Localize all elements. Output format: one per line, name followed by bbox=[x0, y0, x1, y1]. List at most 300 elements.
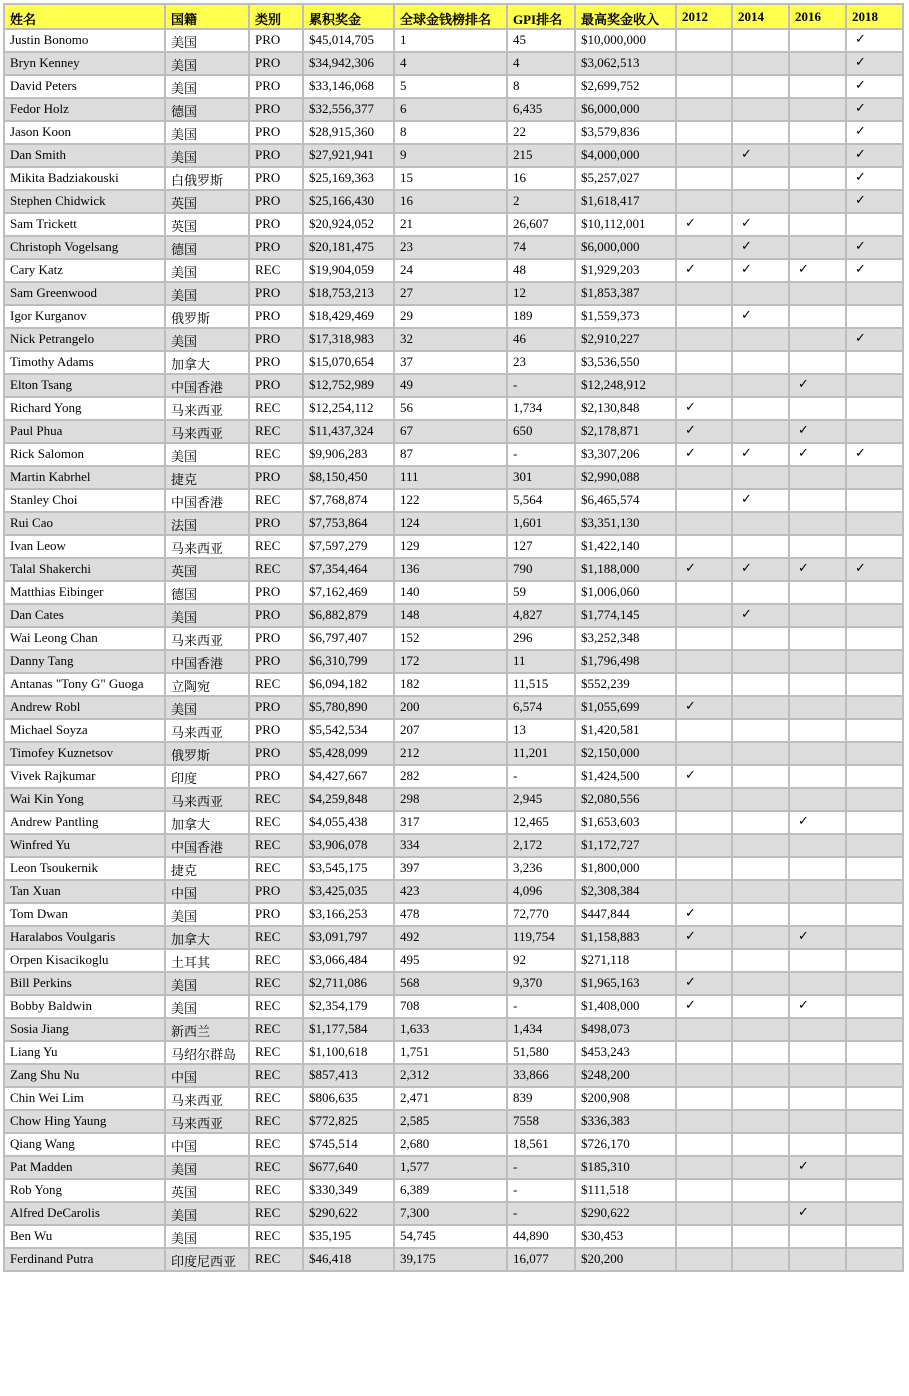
check-cell-year-2018 bbox=[846, 949, 903, 972]
cell-category: REC bbox=[249, 1041, 303, 1064]
check-cell-year-2018 bbox=[846, 1087, 903, 1110]
cell-category: REC bbox=[249, 995, 303, 1018]
check-cell-year-2018 bbox=[846, 374, 903, 397]
cell-category: REC bbox=[249, 1225, 303, 1248]
cell-name: Mikita Badziakouski bbox=[4, 167, 165, 190]
check-cell-year-2014 bbox=[732, 742, 789, 765]
cell-top-prize: $1,424,500 bbox=[575, 765, 676, 788]
cell-nationality: 马来西亚 bbox=[165, 788, 249, 811]
cell-gpi-rank: - bbox=[507, 995, 575, 1018]
check-cell-year-2018 bbox=[846, 1133, 903, 1156]
check-cell-year-2016: ✓ bbox=[789, 558, 846, 581]
cell-category: REC bbox=[249, 1064, 303, 1087]
cell-gpi-rank: 48 bbox=[507, 259, 575, 282]
cell-total-earnings: $677,640 bbox=[303, 1156, 394, 1179]
check-cell-year-2014 bbox=[732, 627, 789, 650]
cell-total-earnings: $2,711,086 bbox=[303, 972, 394, 995]
table-row bbox=[4, 995, 903, 1018]
check-cell-year-2012 bbox=[676, 857, 732, 880]
cell-nationality: 美国 bbox=[165, 144, 249, 167]
cell-total-earnings: $4,259,848 bbox=[303, 788, 394, 811]
check-cell-year-2012 bbox=[676, 52, 732, 75]
cell-name: Rick Salomon bbox=[4, 443, 165, 466]
table-row bbox=[4, 788, 903, 811]
cell-category: REC bbox=[249, 949, 303, 972]
cell-gpi-rank: 839 bbox=[507, 1087, 575, 1110]
cell-top-prize: $3,252,348 bbox=[575, 627, 676, 650]
cell-gpi-rank: 51,580 bbox=[507, 1041, 575, 1064]
cell-gpi-rank: - bbox=[507, 1156, 575, 1179]
cell-nationality: 美国 bbox=[165, 696, 249, 719]
cell-gpi-rank: 44,890 bbox=[507, 1225, 575, 1248]
check-cell-year-2016 bbox=[789, 190, 846, 213]
check-cell-year-2016 bbox=[789, 75, 846, 98]
table-row bbox=[4, 535, 903, 558]
table-row bbox=[4, 259, 903, 282]
check-cell-year-2012 bbox=[676, 512, 732, 535]
check-cell-year-2016 bbox=[789, 880, 846, 903]
cell-top-prize: $498,073 bbox=[575, 1018, 676, 1041]
cell-nationality: 美国 bbox=[165, 604, 249, 627]
cell-name: Justin Bonomo bbox=[4, 29, 165, 52]
cell-top-prize: $1,965,163 bbox=[575, 972, 676, 995]
cell-name: Ivan Leow bbox=[4, 535, 165, 558]
check-cell-year-2014 bbox=[732, 857, 789, 880]
check-cell-year-2014 bbox=[732, 1133, 789, 1156]
check-cell-year-2018: ✓ bbox=[846, 144, 903, 167]
check-cell-year-2016 bbox=[789, 949, 846, 972]
cell-category: PRO bbox=[249, 282, 303, 305]
check-cell-year-2014 bbox=[732, 167, 789, 190]
check-cell-year-2018: ✓ bbox=[846, 558, 903, 581]
table-row bbox=[4, 351, 903, 374]
cell-category: PRO bbox=[249, 144, 303, 167]
cell-nationality: 马来西亚 bbox=[165, 627, 249, 650]
cell-top-prize: $2,150,000 bbox=[575, 742, 676, 765]
check-cell-year-2014 bbox=[732, 512, 789, 535]
cell-total-earnings: $3,425,035 bbox=[303, 880, 394, 903]
table-row bbox=[4, 1064, 903, 1087]
cell-category: PRO bbox=[249, 581, 303, 604]
table-row bbox=[4, 1133, 903, 1156]
cell-total-earnings: $12,254,112 bbox=[303, 397, 394, 420]
table-row bbox=[4, 167, 903, 190]
check-cell-year-2012: ✓ bbox=[676, 926, 732, 949]
cell-total-earnings: $806,635 bbox=[303, 1087, 394, 1110]
check-cell-year-2012 bbox=[676, 673, 732, 696]
cell-gpi-rank: 189 bbox=[507, 305, 575, 328]
cell-nationality: 中国香港 bbox=[165, 489, 249, 512]
cell-global-rank: 111 bbox=[394, 466, 507, 489]
check-cell-year-2016 bbox=[789, 1225, 846, 1248]
check-cell-year-2018 bbox=[846, 1041, 903, 1064]
cell-gpi-rank: 2 bbox=[507, 190, 575, 213]
table-row bbox=[4, 328, 903, 351]
check-cell-year-2014 bbox=[732, 1087, 789, 1110]
check-cell-year-2012: ✓ bbox=[676, 259, 732, 282]
cell-total-earnings: $6,094,182 bbox=[303, 673, 394, 696]
cell-top-prize: $552,239 bbox=[575, 673, 676, 696]
check-cell-year-2012 bbox=[676, 742, 732, 765]
cell-gpi-rank: 11,201 bbox=[507, 742, 575, 765]
cell-global-rank: 124 bbox=[394, 512, 507, 535]
check-cell-year-2014 bbox=[732, 190, 789, 213]
cell-category: PRO bbox=[249, 167, 303, 190]
check-cell-year-2018 bbox=[846, 489, 903, 512]
table-row bbox=[4, 443, 903, 466]
check-cell-year-2018: ✓ bbox=[846, 259, 903, 282]
cell-name: Matthias Eibinger bbox=[4, 581, 165, 604]
cell-gpi-rank: 2,945 bbox=[507, 788, 575, 811]
cell-top-prize: $336,383 bbox=[575, 1110, 676, 1133]
cell-top-prize: $3,062,513 bbox=[575, 52, 676, 75]
header-top-prize: 最高奖金收入 bbox=[575, 4, 676, 29]
table-row bbox=[4, 903, 903, 926]
cell-name: Jason Koon bbox=[4, 121, 165, 144]
check-cell-year-2014: ✓ bbox=[732, 443, 789, 466]
cell-global-rank: 15 bbox=[394, 167, 507, 190]
cell-global-rank: 182 bbox=[394, 673, 507, 696]
check-cell-year-2018: ✓ bbox=[846, 75, 903, 98]
cell-gpi-rank: 92 bbox=[507, 949, 575, 972]
cell-nationality: 马来西亚 bbox=[165, 397, 249, 420]
cell-category: REC bbox=[249, 1133, 303, 1156]
cell-total-earnings: $772,825 bbox=[303, 1110, 394, 1133]
check-cell-year-2016 bbox=[789, 144, 846, 167]
cell-total-earnings: $330,349 bbox=[303, 1179, 394, 1202]
cell-nationality: 美国 bbox=[165, 1225, 249, 1248]
cell-top-prize: $2,699,752 bbox=[575, 75, 676, 98]
check-cell-year-2014 bbox=[732, 98, 789, 121]
check-cell-year-2012 bbox=[676, 328, 732, 351]
cell-category: PRO bbox=[249, 29, 303, 52]
cell-name: Zang Shu Nu bbox=[4, 1064, 165, 1087]
cell-global-rank: 334 bbox=[394, 834, 507, 857]
cell-name: Alfred DeCarolis bbox=[4, 1202, 165, 1225]
table-header bbox=[4, 4, 903, 29]
cell-name: Michael Soyza bbox=[4, 719, 165, 742]
check-cell-year-2014 bbox=[732, 420, 789, 443]
table-row bbox=[4, 627, 903, 650]
cell-nationality: 英国 bbox=[165, 213, 249, 236]
check-cell-year-2018 bbox=[846, 397, 903, 420]
check-cell-year-2012 bbox=[676, 1248, 732, 1271]
cell-total-earnings: $6,882,879 bbox=[303, 604, 394, 627]
table-row bbox=[4, 926, 903, 949]
cell-name: Sosia Jiang bbox=[4, 1018, 165, 1041]
check-cell-year-2012: ✓ bbox=[676, 558, 732, 581]
check-cell-year-2012 bbox=[676, 282, 732, 305]
cell-category: PRO bbox=[249, 765, 303, 788]
cell-name: Dan Cates bbox=[4, 604, 165, 627]
check-cell-year-2016 bbox=[789, 673, 846, 696]
cell-gpi-rank: 4,096 bbox=[507, 880, 575, 903]
check-cell-year-2014 bbox=[732, 397, 789, 420]
check-cell-year-2018: ✓ bbox=[846, 190, 903, 213]
check-cell-year-2014 bbox=[732, 351, 789, 374]
check-cell-year-2018 bbox=[846, 1018, 903, 1041]
cell-name: Antanas "Tony G" Guoga bbox=[4, 673, 165, 696]
cell-gpi-rank: 301 bbox=[507, 466, 575, 489]
check-cell-year-2018: ✓ bbox=[846, 443, 903, 466]
cell-gpi-rank: 23 bbox=[507, 351, 575, 374]
cell-category: REC bbox=[249, 1202, 303, 1225]
table-row bbox=[4, 121, 903, 144]
check-cell-year-2018 bbox=[846, 305, 903, 328]
cell-total-earnings: $34,942,306 bbox=[303, 52, 394, 75]
check-cell-year-2014: ✓ bbox=[732, 489, 789, 512]
cell-category: PRO bbox=[249, 75, 303, 98]
table-row bbox=[4, 765, 903, 788]
cell-category: PRO bbox=[249, 604, 303, 627]
check-cell-year-2014 bbox=[732, 1202, 789, 1225]
table-row bbox=[4, 696, 903, 719]
cell-global-rank: 23 bbox=[394, 236, 507, 259]
check-cell-year-2012 bbox=[676, 466, 732, 489]
cell-name: Elton Tsang bbox=[4, 374, 165, 397]
table-row bbox=[4, 742, 903, 765]
cell-top-prize: $1,408,000 bbox=[575, 995, 676, 1018]
check-cell-year-2014 bbox=[732, 581, 789, 604]
check-cell-year-2018 bbox=[846, 696, 903, 719]
cell-global-rank: 6 bbox=[394, 98, 507, 121]
cell-global-rank: 317 bbox=[394, 811, 507, 834]
check-cell-year-2016: ✓ bbox=[789, 1156, 846, 1179]
cell-category: REC bbox=[249, 397, 303, 420]
cell-total-earnings: $3,545,175 bbox=[303, 857, 394, 880]
cell-global-rank: 708 bbox=[394, 995, 507, 1018]
table-row bbox=[4, 1202, 903, 1225]
table-row bbox=[4, 581, 903, 604]
check-cell-year-2014 bbox=[732, 52, 789, 75]
check-cell-year-2012 bbox=[676, 535, 732, 558]
cell-name: Tom Dwan bbox=[4, 903, 165, 926]
check-cell-year-2012 bbox=[676, 374, 732, 397]
cell-category: REC bbox=[249, 535, 303, 558]
table-row bbox=[4, 1156, 903, 1179]
check-cell-year-2018 bbox=[846, 604, 903, 627]
cell-top-prize: $30,453 bbox=[575, 1225, 676, 1248]
cell-name: Nick Petrangelo bbox=[4, 328, 165, 351]
cell-top-prize: $3,536,550 bbox=[575, 351, 676, 374]
cell-top-prize: $290,622 bbox=[575, 1202, 676, 1225]
cell-nationality: 中国 bbox=[165, 1133, 249, 1156]
cell-category: REC bbox=[249, 1018, 303, 1041]
cell-global-rank: 136 bbox=[394, 558, 507, 581]
cell-name: Wai Kin Yong bbox=[4, 788, 165, 811]
cell-nationality: 中国香港 bbox=[165, 374, 249, 397]
check-cell-year-2014 bbox=[732, 834, 789, 857]
cell-top-prize: $1,006,060 bbox=[575, 581, 676, 604]
cell-nationality: 德国 bbox=[165, 98, 249, 121]
check-cell-year-2016 bbox=[789, 1018, 846, 1041]
cell-name: Pat Madden bbox=[4, 1156, 165, 1179]
table-row bbox=[4, 236, 903, 259]
cell-nationality: 立陶宛 bbox=[165, 673, 249, 696]
cell-category: PRO bbox=[249, 351, 303, 374]
check-cell-year-2014 bbox=[732, 765, 789, 788]
cell-gpi-rank: 59 bbox=[507, 581, 575, 604]
check-cell-year-2014 bbox=[732, 121, 789, 144]
header-year-2016: 2016 bbox=[789, 4, 846, 29]
cell-total-earnings: $18,753,213 bbox=[303, 282, 394, 305]
check-cell-year-2016 bbox=[789, 466, 846, 489]
cell-global-rank: 2,312 bbox=[394, 1064, 507, 1087]
check-cell-year-2016 bbox=[789, 696, 846, 719]
cell-nationality: 中国香港 bbox=[165, 650, 249, 673]
cell-global-rank: 2,680 bbox=[394, 1133, 507, 1156]
check-cell-year-2018 bbox=[846, 1225, 903, 1248]
table-row bbox=[4, 673, 903, 696]
cell-total-earnings: $6,797,407 bbox=[303, 627, 394, 650]
check-cell-year-2014 bbox=[732, 1248, 789, 1271]
cell-nationality: 俄罗斯 bbox=[165, 742, 249, 765]
check-cell-year-2016 bbox=[789, 1064, 846, 1087]
cell-global-rank: 8 bbox=[394, 121, 507, 144]
cell-category: REC bbox=[249, 673, 303, 696]
cell-total-earnings: $1,100,618 bbox=[303, 1041, 394, 1064]
cell-top-prize: $3,351,130 bbox=[575, 512, 676, 535]
cell-top-prize: $6,000,000 bbox=[575, 98, 676, 121]
cell-name: Stephen Chidwick bbox=[4, 190, 165, 213]
cell-gpi-rank: 16,077 bbox=[507, 1248, 575, 1271]
cell-global-rank: 200 bbox=[394, 696, 507, 719]
cell-gpi-rank: 650 bbox=[507, 420, 575, 443]
cell-nationality: 捷克 bbox=[165, 466, 249, 489]
check-cell-year-2016 bbox=[789, 604, 846, 627]
cell-gpi-rank: - bbox=[507, 1202, 575, 1225]
check-cell-year-2018 bbox=[846, 857, 903, 880]
check-cell-year-2016: ✓ bbox=[789, 259, 846, 282]
cell-total-earnings: $6,310,799 bbox=[303, 650, 394, 673]
cell-name: Fedor Holz bbox=[4, 98, 165, 121]
check-cell-year-2018 bbox=[846, 1110, 903, 1133]
cell-total-earnings: $33,146,068 bbox=[303, 75, 394, 98]
check-cell-year-2018 bbox=[846, 1064, 903, 1087]
cell-gpi-rank: 7558 bbox=[507, 1110, 575, 1133]
check-cell-year-2012 bbox=[676, 305, 732, 328]
cell-gpi-rank: 12,465 bbox=[507, 811, 575, 834]
table-row bbox=[4, 374, 903, 397]
cell-global-rank: 21 bbox=[394, 213, 507, 236]
cell-global-rank: 129 bbox=[394, 535, 507, 558]
check-cell-year-2016 bbox=[789, 213, 846, 236]
cell-gpi-rank: 9,370 bbox=[507, 972, 575, 995]
cell-top-prize: $4,000,000 bbox=[575, 144, 676, 167]
check-cell-year-2016: ✓ bbox=[789, 420, 846, 443]
cell-name: Qiang Wang bbox=[4, 1133, 165, 1156]
cell-name: Winfred Yu bbox=[4, 834, 165, 857]
check-cell-year-2016 bbox=[789, 351, 846, 374]
header-gpi-rank: GPI排名 bbox=[507, 4, 575, 29]
check-cell-year-2014 bbox=[732, 466, 789, 489]
cell-top-prize: $111,518 bbox=[575, 1179, 676, 1202]
cell-gpi-rank: 2,172 bbox=[507, 834, 575, 857]
cell-gpi-rank: 1,434 bbox=[507, 1018, 575, 1041]
check-cell-year-2018 bbox=[846, 213, 903, 236]
table-row bbox=[4, 1110, 903, 1133]
cell-category: PRO bbox=[249, 328, 303, 351]
check-cell-year-2018 bbox=[846, 788, 903, 811]
cell-gpi-rank: 6,574 bbox=[507, 696, 575, 719]
table-row bbox=[4, 1179, 903, 1202]
cell-top-prize: $1,422,140 bbox=[575, 535, 676, 558]
check-cell-year-2016 bbox=[789, 328, 846, 351]
cell-global-rank: 1,751 bbox=[394, 1041, 507, 1064]
cell-global-rank: 568 bbox=[394, 972, 507, 995]
check-cell-year-2012 bbox=[676, 1156, 732, 1179]
cell-category: REC bbox=[249, 857, 303, 880]
cell-top-prize: $3,579,836 bbox=[575, 121, 676, 144]
header-year-2014: 2014 bbox=[732, 4, 789, 29]
cell-top-prize: $1,929,203 bbox=[575, 259, 676, 282]
cell-nationality: 美国 bbox=[165, 903, 249, 926]
table-row bbox=[4, 397, 903, 420]
cell-nationality: 美国 bbox=[165, 1156, 249, 1179]
cell-nationality: 美国 bbox=[165, 259, 249, 282]
cell-top-prize: $200,908 bbox=[575, 1087, 676, 1110]
check-cell-year-2012 bbox=[676, 167, 732, 190]
check-cell-year-2018 bbox=[846, 627, 903, 650]
check-cell-year-2012: ✓ bbox=[676, 213, 732, 236]
cell-name: Paul Phua bbox=[4, 420, 165, 443]
check-cell-year-2014 bbox=[732, 1156, 789, 1179]
check-cell-year-2018 bbox=[846, 926, 903, 949]
check-cell-year-2014 bbox=[732, 1041, 789, 1064]
cell-gpi-rank: - bbox=[507, 1179, 575, 1202]
table-row bbox=[4, 1041, 903, 1064]
check-cell-year-2018 bbox=[846, 420, 903, 443]
cell-gpi-rank: 1,734 bbox=[507, 397, 575, 420]
cell-name: Tan Xuan bbox=[4, 880, 165, 903]
cell-global-rank: 282 bbox=[394, 765, 507, 788]
cell-top-prize: $10,112,001 bbox=[575, 213, 676, 236]
cell-global-rank: 49 bbox=[394, 374, 507, 397]
cell-global-rank: 148 bbox=[394, 604, 507, 627]
check-cell-year-2018 bbox=[846, 673, 903, 696]
cell-category: PRO bbox=[249, 190, 303, 213]
check-cell-year-2014: ✓ bbox=[732, 558, 789, 581]
check-cell-year-2014 bbox=[732, 535, 789, 558]
cell-gpi-rank: 4 bbox=[507, 52, 575, 75]
cell-global-rank: 478 bbox=[394, 903, 507, 926]
check-cell-year-2016 bbox=[789, 650, 846, 673]
cell-gpi-rank: 74 bbox=[507, 236, 575, 259]
cell-gpi-rank: 8 bbox=[507, 75, 575, 98]
check-cell-year-2018 bbox=[846, 351, 903, 374]
cell-nationality: 中国香港 bbox=[165, 834, 249, 857]
check-cell-year-2014 bbox=[732, 880, 789, 903]
table-row bbox=[4, 719, 903, 742]
check-cell-year-2012 bbox=[676, 880, 732, 903]
cell-name: Christoph Vogelsang bbox=[4, 236, 165, 259]
cell-nationality: 加拿大 bbox=[165, 811, 249, 834]
cell-top-prize: $6,465,574 bbox=[575, 489, 676, 512]
cell-category: REC bbox=[249, 834, 303, 857]
check-cell-year-2016 bbox=[789, 627, 846, 650]
check-cell-year-2012: ✓ bbox=[676, 903, 732, 926]
check-cell-year-2012 bbox=[676, 604, 732, 627]
check-cell-year-2014 bbox=[732, 29, 789, 52]
check-cell-year-2018 bbox=[846, 972, 903, 995]
check-cell-year-2016 bbox=[789, 236, 846, 259]
cell-global-rank: 1 bbox=[394, 29, 507, 52]
check-cell-year-2014: ✓ bbox=[732, 213, 789, 236]
cell-name: Chow Hing Yaung bbox=[4, 1110, 165, 1133]
cell-total-earnings: $15,070,654 bbox=[303, 351, 394, 374]
cell-name: Leon Tsoukernik bbox=[4, 857, 165, 880]
cell-top-prize: $447,844 bbox=[575, 903, 676, 926]
